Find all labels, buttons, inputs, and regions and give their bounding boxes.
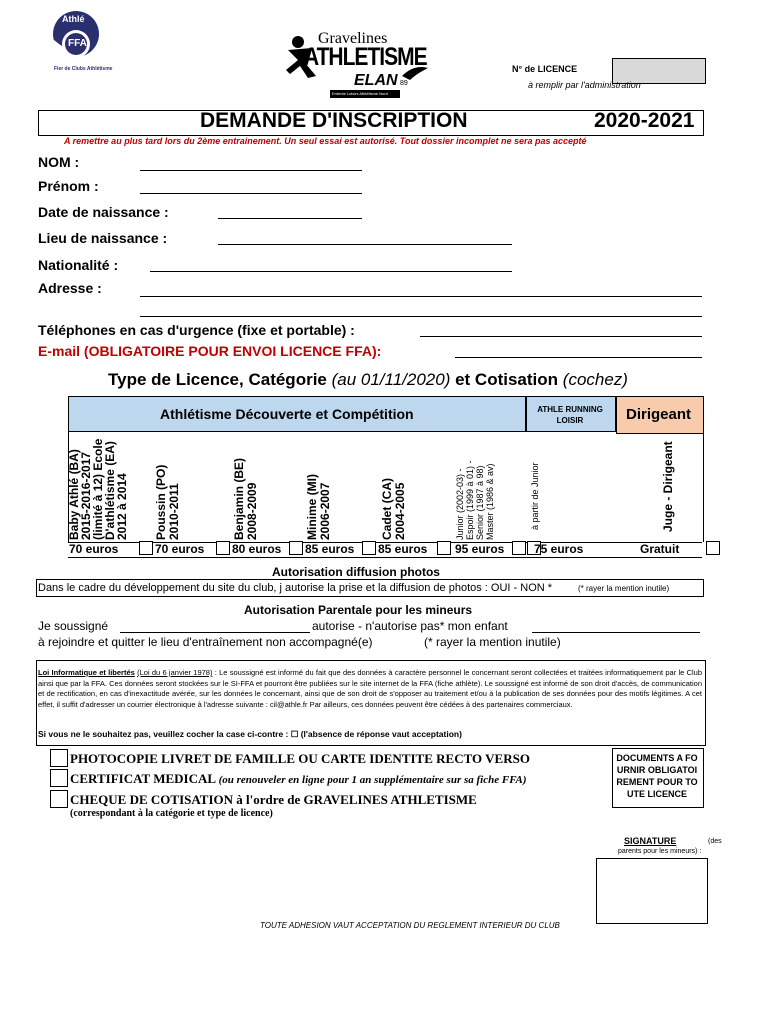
heading-part-b: (au 01/11/2020) <box>331 370 451 389</box>
heading-part-c: et Cotisation <box>450 370 563 389</box>
legal-text <box>38 668 702 710</box>
price-poussin: 70 euros <box>155 542 205 556</box>
col-junior-line4: Master (1986 & av) <box>485 463 495 540</box>
legal-title: Loi Informatique et libertés <box>38 668 135 677</box>
nom-field[interactable] <box>140 170 362 171</box>
col-dirigeant <box>662 441 675 532</box>
checkbox-baby[interactable] <box>139 541 153 555</box>
season: 2020-2021 <box>594 109 695 132</box>
col-cadet-line1: Cadet (CA) <box>380 478 394 540</box>
col-poussin-line2: 2010-2011 <box>167 483 181 540</box>
col-junior-senior <box>455 460 495 540</box>
lieu-naissance-field[interactable] <box>218 244 512 245</box>
gravelines-athletisme-logo <box>282 30 432 102</box>
athle-logo-bottom-text: Fier de Clubs Athlétisme <box>54 66 113 72</box>
parental-line1-b: autorise - n'autorise pas* mon enfant <box>312 619 508 633</box>
doc-item-1: PHOTOCOPIE LIVRET DE FAMILLE OU CARTE IDENTITE RECTO VERSO <box>70 751 530 766</box>
col-benjamin-line2: 2008-2009 <box>245 482 259 540</box>
signature-box[interactable] <box>596 858 708 924</box>
doc-checkbox-2[interactable] <box>50 769 68 787</box>
price-running: 75 euros <box>534 542 584 556</box>
footer-text: TOUTE ADHESION VAUT ACCEPTATION DU REGLEMENT INTERIEUR DU CLUB <box>260 921 560 930</box>
email-field[interactable] <box>455 357 702 358</box>
col-poussin <box>155 465 181 540</box>
adresse-field-1[interactable] <box>140 296 702 297</box>
doc-item-3: CHEQUE DE COTISATION à l'ordre de GRAVELINES ATHLETISME <box>70 792 477 807</box>
email-label: E-mail (OBLIGATOIRE POUR ENVOI LICENCE FFA): <box>38 343 382 359</box>
price-junior: 95 euros <box>455 542 505 556</box>
parental-line1-a: Je soussigné <box>38 619 109 633</box>
col-cadet <box>381 478 407 540</box>
doc-sub-note: (correspondant à la catégorie et type de licence) <box>70 808 273 819</box>
legal-optout: Si vous ne le souhaitez pas, veuillez cocher la case ci-contre : ☐ (l'absence de réponse vaut acceptation) <box>38 729 462 739</box>
doc-item-2-label: CERTIFICAT MEDICAL <box>70 771 219 786</box>
logo-tagline: Entente Loisirs Athlétisme Nord <box>332 91 388 96</box>
telephones-label: Téléphones en cas d'urgence (fixe et portable) : <box>38 322 355 338</box>
price-benjamin: 80 euros <box>232 542 282 556</box>
telephones-field[interactable] <box>420 336 702 337</box>
parental-title: Autorisation Parentale pour les mineurs <box>244 603 473 617</box>
gravelines-text: Gravelines <box>318 30 388 47</box>
col-junior-line3: Senior (1987 à 98) <box>475 465 485 540</box>
date-naissance-label: Date de naissance : <box>38 204 169 220</box>
adresse-label: Adresse : <box>38 280 102 296</box>
doc-checkbox-3[interactable] <box>50 790 68 808</box>
running-title: ATHLE RUNNING LOISIR <box>537 405 603 425</box>
athle-logo-ffa: FFA <box>68 38 87 49</box>
athletisme-text: ATHLETISME <box>304 43 427 72</box>
checkbox-cadet[interactable] <box>437 541 451 555</box>
checkbox-junior[interactable] <box>512 541 526 555</box>
col-junior-line1: Junior (2002-03) - <box>455 468 465 540</box>
documents-required-text: DOCUMENTS A FOURNIR OBLIGATOIREMENT POUR TOUTE LICENCE <box>616 753 698 799</box>
price-minime: 85 euros <box>305 542 355 556</box>
col-baby-line4: D'athlétisme (EA) <box>103 441 117 540</box>
signature-suffix: (des <box>708 838 722 845</box>
doc-item-2-note: (ou renouveler en ligne pour 1 an supplémentaire sur sa fiche FFA) <box>218 774 527 786</box>
athle-logo-top-text: Athlé <box>62 14 85 24</box>
heading-part-a: Type de Licence, Catégorie <box>108 370 332 389</box>
licence-label: N° de LICENCE <box>512 64 578 74</box>
photo-note: (* rayer la mention inutile) <box>578 584 670 593</box>
date-naissance-field[interactable] <box>218 218 362 219</box>
col-baby-line2: 2015-2016-2017 <box>79 451 93 540</box>
parental-line2-note: (* rayer la mention inutile) <box>424 635 561 649</box>
photo-box <box>36 579 704 597</box>
col-baby-line1: Baby Athlé (BA) <box>67 449 81 540</box>
col-poussin-line1: Poussin (PO) <box>154 464 168 540</box>
heading-part-d: (cochez) <box>562 370 628 389</box>
athle-club-logo <box>40 10 113 78</box>
parental-line2: à rejoindre et quitter le lieu d'entraînement non accompagné(e) <box>38 635 373 649</box>
signature-sub: parents pour les mineurs) : <box>618 848 702 855</box>
prenom-field[interactable] <box>140 193 362 194</box>
col-minime-line1: Minime (MI) <box>305 474 319 540</box>
photo-title: Autorisation diffusion photos <box>272 565 440 579</box>
prenom-label: Prénom : <box>38 178 99 194</box>
dirigeant-title: Dirigeant <box>626 406 692 423</box>
checkbox-poussin[interactable] <box>216 541 230 555</box>
adresse-field-2[interactable] <box>140 316 702 317</box>
col-baby-athle <box>68 439 128 540</box>
col-benjamin <box>233 458 259 540</box>
legal-date: (Loi du 6 janvier 1978) <box>137 668 213 677</box>
col-baby-line3: (limité à 12) Ecole <box>91 438 105 540</box>
col-benjamin-line1: Benjamin (BE) <box>232 457 246 540</box>
price-baby: 70 euros <box>69 542 119 556</box>
checkbox-benjamin[interactable] <box>289 541 303 555</box>
price-dirigeant: Gratuit <box>640 542 680 556</box>
photo-text: Dans le cadre du développement du site du club, j autorise la prise et la diffusion de photos : OUI - NON * <box>38 582 553 594</box>
licence-section-heading <box>108 370 628 390</box>
lieu-naissance-label: Lieu de naissance : <box>38 230 168 246</box>
licence-admin-note: à remplir par l'administration <box>528 80 641 90</box>
doc-checkbox-1[interactable] <box>50 749 68 767</box>
checkbox-minime[interactable] <box>362 541 376 555</box>
col-running-line1: à partir de Junior <box>530 462 540 530</box>
parental-child-field[interactable] <box>532 632 700 633</box>
nom-label: NOM : <box>38 154 80 170</box>
col-junior-line2: Espoir (1999 à 01) - <box>465 460 475 540</box>
col-running <box>530 462 540 530</box>
parental-name-field[interactable] <box>120 632 310 633</box>
col-dirigeant-line1: Juge - Dirigeant <box>661 441 675 532</box>
col-cadet-line2: 2004-2005 <box>393 482 407 540</box>
nationalite-field[interactable] <box>150 271 512 272</box>
elan-number: 89 <box>400 80 408 87</box>
elan-text: ELAN <box>354 72 398 89</box>
athletisme-band-title: Athlétisme Découverte et Compétition <box>160 406 414 422</box>
col-minime <box>306 474 332 540</box>
col-minime-line2: 2006-2007 <box>318 482 332 540</box>
col-baby-line5: 2012 à 2014 <box>115 473 129 540</box>
price-cadet: 85 euros <box>378 542 428 556</box>
notice: A remettre au plus tard lors du 2ème entrainement. Un seul essai est autorisé. Tout dossier incomplet ne sera pas accepté <box>64 136 587 146</box>
page-title: DEMANDE D'INSCRIPTION <box>200 109 468 132</box>
nationalite-label: Nationalité : <box>38 257 119 273</box>
signature-label: SIGNATURE <box>624 836 677 846</box>
doc-item-2 <box>70 771 527 787</box>
checkbox-dirigeant[interactable] <box>706 541 720 555</box>
legal-body: : Le soussigné est informé du fait que des données à caractère personnel le concernant seront collectées et traitées informatiquement par le Club ainsi que par la FFA. Ces données seront stockées sur le SI-FFA et pourront être publiées sur le site internet de la FFA (fiche athlète). Le soussigné est informé de son droit d'accès, de communication et de rectification, en cas d'inexactitude avérée, sur les données le concernant, ainsi que de son droit de s'opposer au traitement et/ou à la publication de ses données pour des motifs légitimes. A cet effet, il suffit d'adresser un courrier électronique à l'adresse suivante : cil@athle.fr Par ailleurs, ces données peuvent être cédées à des partenaires commerciaux. <box>38 668 703 709</box>
